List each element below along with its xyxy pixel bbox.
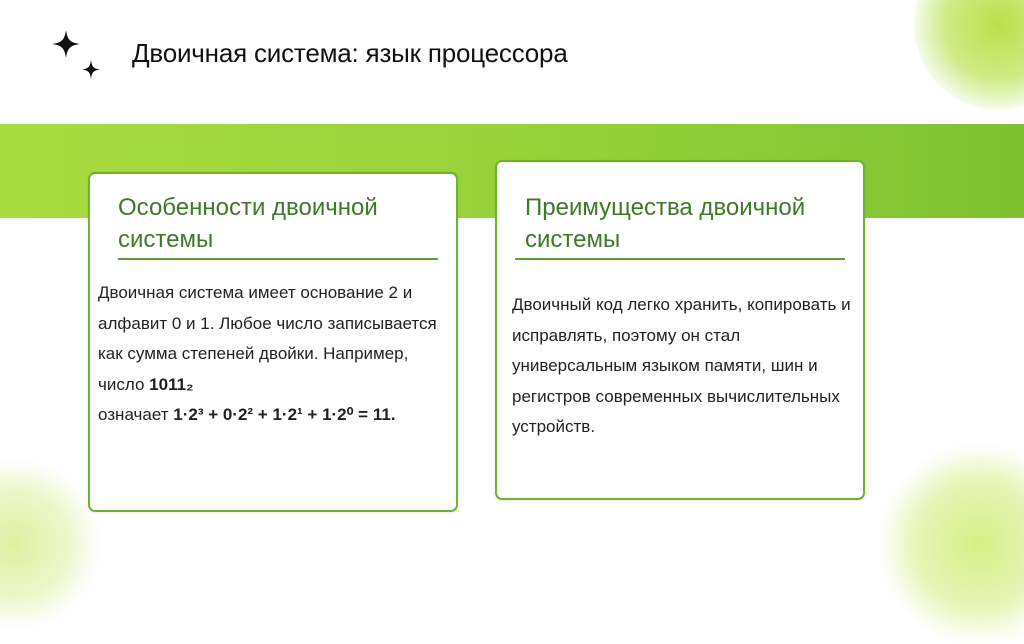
- features-heading: Особенности двоичной системы: [118, 194, 378, 253]
- features-connector: означает: [98, 405, 174, 424]
- advantages-heading: Преимущества двоичной системы: [525, 194, 806, 253]
- advantages-divider: [515, 258, 845, 260]
- features-text: [98, 278, 450, 431]
- slide-title: Двоичная система: язык процессора: [132, 38, 568, 68]
- sparkle-icon: [50, 28, 106, 86]
- advantages-text: Двоичный код легко хранить, копировать и исправлять, поэтому он стал универсальным языком памяти, шин и регистров современных вычислительных устройств.: [512, 295, 851, 436]
- advantages-card: [495, 160, 865, 500]
- decorative-blob-top-right: [914, 0, 1024, 110]
- features-card: [88, 172, 458, 512]
- binary-number: 1011₂: [149, 374, 194, 394]
- binary-formula: 1·2³ + 0·2² + 1·2¹ + 1·2⁰ = 11.: [173, 405, 396, 424]
- decorative-blob-bottom-right: [879, 444, 1024, 644]
- features-body-text: Двоичная система имеет основание 2 и алфавит 0 и 1. Любое число записывается как сумма степеней двойки. Например, число: [98, 283, 437, 394]
- features-divider: [118, 258, 438, 260]
- decorative-blob-bottom-left: [0, 459, 100, 629]
